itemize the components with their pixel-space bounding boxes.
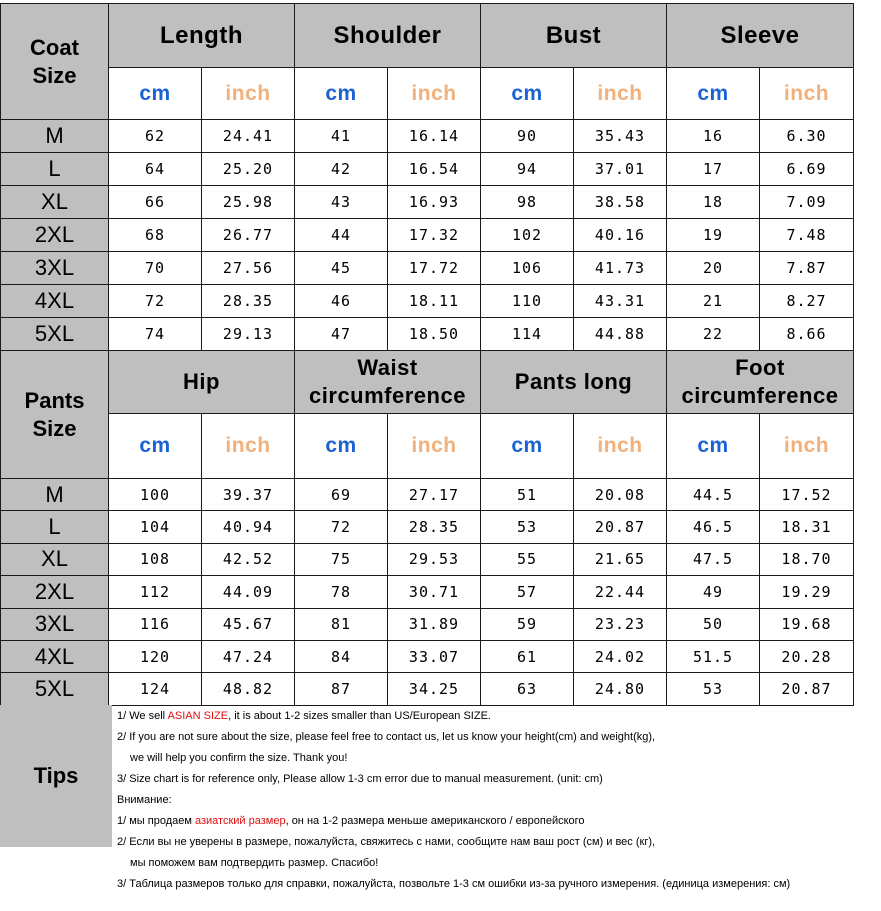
coat-unit-cm: cm — [666, 67, 760, 120]
pants-table-cell: 24.80 — [573, 672, 667, 705]
tip-line-6: 1/ мы продаем азиатский размер, он на 1-2 размера меньше американского / европейского — [117, 815, 585, 827]
coat-table-cell: 72 — [108, 284, 202, 318]
coat-header-0: Length — [108, 3, 295, 68]
coat-size-label: L — [0, 152, 109, 186]
pants-header-1-line2: circumference — [309, 383, 466, 408]
pants-table-cell: 34.25 — [387, 672, 481, 705]
coat-table-cell: 22 — [666, 317, 760, 351]
pants-table-cell: 21.65 — [573, 543, 667, 576]
coat-unit-cm: cm — [480, 67, 574, 120]
tip-line-4: 3/ Size chart is for reference only, Please allow 1-3 cm error due to manual measurement. (unit: cm) — [117, 773, 603, 785]
coat-table-cell: 25.98 — [201, 185, 295, 219]
pants-table-cell: 55 — [480, 543, 574, 576]
coat-table-cell: 35.43 — [573, 119, 667, 153]
pants-table-cell: 23.23 — [573, 608, 667, 641]
asian-size-highlight-ru: азиатский размер — [194, 815, 286, 827]
pants-size-label: 4XL — [0, 640, 109, 673]
asian-size-highlight: ASIAN SIZE — [167, 710, 229, 722]
pants-table-cell: 45.67 — [201, 608, 295, 641]
coat-table-cell: 29.13 — [201, 317, 295, 351]
pants-size-label: 5XL — [0, 672, 109, 705]
pants-header-0 — [108, 350, 295, 414]
coat-table-cell: 64 — [108, 152, 202, 186]
coat-table-cell: 45 — [294, 251, 388, 285]
coat-size-label: 3XL — [0, 251, 109, 285]
pants-table-cell: 120 — [108, 640, 202, 673]
coat-size-label-line2: Size — [32, 62, 77, 88]
coat-size-label: 5XL — [0, 317, 109, 351]
pants-table-cell: 61 — [480, 640, 574, 673]
pants-table-cell: 51 — [480, 478, 574, 511]
pants-table-cell: 18.31 — [759, 510, 854, 543]
pants-size-label: 2XL — [0, 575, 109, 608]
pants-table-cell: 112 — [108, 575, 202, 608]
pants-table-cell: 29.53 — [387, 543, 481, 576]
coat-table-cell: 7.48 — [759, 218, 854, 252]
coat-table-cell: 16 — [666, 119, 760, 153]
pants-table-cell: 17.52 — [759, 478, 854, 511]
coat-table-cell: 20 — [666, 251, 760, 285]
pants-header-1 — [294, 350, 481, 414]
tip-line-7: 2/ Если вы не уверены в размере, пожалуйста, свяжитесь с нами, сообщите нам ваш рост (см) и вес (кг), — [117, 836, 656, 848]
pants-table-cell: 19.29 — [759, 575, 854, 608]
tip-line-5: Внимание: — [117, 794, 172, 806]
coat-table-cell: 38.58 — [573, 185, 667, 219]
tip-line-9: 3/ Таблица размеров только для справки, пожалуйста, позвольте 1-3 см ошибки из-за ручного измерения. (единица измерения: см) — [117, 878, 791, 890]
pants-table-cell: 72 — [294, 510, 388, 543]
coat-table-cell: 70 — [108, 251, 202, 285]
pants-table-cell: 53 — [666, 672, 760, 705]
coat-table-cell: 25.20 — [201, 152, 295, 186]
coat-table-cell: 90 — [480, 119, 574, 153]
pants-table-cell: 44.5 — [666, 478, 760, 511]
tips-text — [117, 706, 877, 895]
pants-header-0-line1: Hip — [183, 369, 220, 394]
coat-table-cell: 94 — [480, 152, 574, 186]
pants-table-cell: 22.44 — [573, 575, 667, 608]
coat-table-cell: 6.69 — [759, 152, 854, 186]
coat-table-cell: 98 — [480, 185, 574, 219]
pants-table-cell: 18.70 — [759, 543, 854, 576]
coat-size-label: XL — [0, 185, 109, 219]
pants-table-cell: 81 — [294, 608, 388, 641]
coat-table-cell: 26.77 — [201, 218, 295, 252]
coat-table-cell: 17 — [666, 152, 760, 186]
pants-table-cell: 50 — [666, 608, 760, 641]
pants-table-cell: 57 — [480, 575, 574, 608]
pants-unit-cm: cm — [480, 413, 574, 479]
pants-table-cell: 47.5 — [666, 543, 760, 576]
pants-unit-cm: cm — [108, 413, 202, 479]
coat-table-cell: 46 — [294, 284, 388, 318]
pants-size-label: 3XL — [0, 608, 109, 641]
pants-table-cell: 69 — [294, 478, 388, 511]
pants-table-cell: 47.24 — [201, 640, 295, 673]
coat-table-cell: 18.11 — [387, 284, 481, 318]
coat-header-2: Bust — [480, 3, 667, 68]
coat-table-cell: 110 — [480, 284, 574, 318]
coat-table-cell: 17.32 — [387, 218, 481, 252]
coat-table-cell: 41 — [294, 119, 388, 153]
coat-unit-cm: cm — [294, 67, 388, 120]
coat-size-label-line1: Coat — [30, 34, 79, 60]
pants-table-cell: 49 — [666, 575, 760, 608]
pants-table-cell: 20.87 — [759, 672, 854, 705]
pants-table-cell: 20.87 — [573, 510, 667, 543]
pants-table-cell: 63 — [480, 672, 574, 705]
pants-header-1-line1: Waist — [357, 355, 418, 380]
coat-table-cell: 62 — [108, 119, 202, 153]
pants-header-3-line2: circumference — [681, 383, 839, 408]
pants-size-label: L — [0, 510, 109, 543]
pants-header-2 — [480, 350, 667, 414]
coat-size-label: 2XL — [0, 218, 109, 252]
pants-table-cell: 33.07 — [387, 640, 481, 673]
pants-size-label-line1: Pants — [24, 387, 85, 413]
coat-table-cell: 37.01 — [573, 152, 667, 186]
coat-table-cell: 6.30 — [759, 119, 854, 153]
pants-unit-cm: cm — [294, 413, 388, 479]
coat-table-cell: 16.14 — [387, 119, 481, 153]
tip-line-2: 2/ If you are not sure about the size, please feel free to contact us, let us know your height(cm) and weight(kg), — [117, 731, 656, 743]
coat-size-label: M — [0, 119, 109, 153]
tips-label-text: Tips — [33, 763, 79, 788]
pants-table-cell: 116 — [108, 608, 202, 641]
pants-size-label-line2: Size — [32, 415, 77, 441]
pants-table-cell: 20.28 — [759, 640, 854, 673]
coat-table-cell: 114 — [480, 317, 574, 351]
pants-table-cell: 30.71 — [387, 575, 481, 608]
pants-table-cell: 42.52 — [201, 543, 295, 576]
tip-line-3: we will help you confirm the size. Thank you! — [130, 752, 348, 764]
coat-header-1: Shoulder — [294, 3, 481, 68]
pants-unit-inch: inch — [387, 413, 481, 479]
pants-table-cell: 44.09 — [201, 575, 295, 608]
coat-table-cell: 27.56 — [201, 251, 295, 285]
coat-table-cell: 7.87 — [759, 251, 854, 285]
pants-size-label: M — [0, 478, 109, 511]
coat-table-cell: 68 — [108, 218, 202, 252]
pants-unit-inch: inch — [759, 413, 854, 479]
coat-table-cell: 28.35 — [201, 284, 295, 318]
pants-table-cell: 75 — [294, 543, 388, 576]
coat-table-cell: 102 — [480, 218, 574, 252]
pants-header-3-line1: Foot — [735, 355, 785, 380]
coat-table-cell: 106 — [480, 251, 574, 285]
coat-unit-inch: inch — [759, 67, 854, 120]
pants-table-cell: 78 — [294, 575, 388, 608]
pants-table-cell: 108 — [108, 543, 202, 576]
pants-table-cell: 104 — [108, 510, 202, 543]
coat-table-cell: 18 — [666, 185, 760, 219]
coat-table-cell: 43 — [294, 185, 388, 219]
coat-table-cell: 41.73 — [573, 251, 667, 285]
coat-table-cell: 40.16 — [573, 218, 667, 252]
pants-table-cell: 19.68 — [759, 608, 854, 641]
pants-table-cell: 40.94 — [201, 510, 295, 543]
pants-table-cell: 46.5 — [666, 510, 760, 543]
coat-table-cell: 24.41 — [201, 119, 295, 153]
coat-table-cell: 17.72 — [387, 251, 481, 285]
coat-table-cell: 18.50 — [387, 317, 481, 351]
pants-unit-inch: inch — [201, 413, 295, 479]
coat-unit-inch: inch — [573, 67, 667, 120]
pants-table-cell: 28.35 — [387, 510, 481, 543]
tip-line-8: мы поможем вам подтвердить размер. Спасибо! — [130, 857, 379, 869]
pants-table-cell: 48.82 — [201, 672, 295, 705]
pants-header-2-line1: Pants long — [514, 369, 633, 394]
coat-unit-inch: inch — [201, 67, 295, 120]
coat-table-cell: 7.09 — [759, 185, 854, 219]
pants-table-cell: 87 — [294, 672, 388, 705]
coat-table-cell: 16.54 — [387, 152, 481, 186]
tip-line-1: 1/ We sell ASIAN SIZE, it is about 1-2 sizes smaller than US/European SIZE. — [117, 710, 491, 722]
pants-unit-cm: cm — [666, 413, 760, 479]
pants-table-cell: 100 — [108, 478, 202, 511]
pants-table-cell: 31.89 — [387, 608, 481, 641]
coat-size-label: 4XL — [0, 284, 109, 318]
pants-table-cell: 39.37 — [201, 478, 295, 511]
coat-table-cell: 16.93 — [387, 185, 481, 219]
coat-table-cell: 74 — [108, 317, 202, 351]
coat-size-label — [0, 3, 109, 120]
tips-label — [0, 705, 112, 847]
pants-table-cell: 59 — [480, 608, 574, 641]
coat-table-cell: 19 — [666, 218, 760, 252]
pants-table-cell: 53 — [480, 510, 574, 543]
coat-table-cell: 21 — [666, 284, 760, 318]
pants-table-cell: 24.02 — [573, 640, 667, 673]
coat-header-3: Sleeve — [666, 3, 854, 68]
coat-unit-inch: inch — [387, 67, 481, 120]
pants-table-cell: 124 — [108, 672, 202, 705]
coat-table-cell: 66 — [108, 185, 202, 219]
pants-header-3 — [666, 350, 854, 414]
pants-unit-inch: inch — [573, 413, 667, 479]
coat-table-cell: 44 — [294, 218, 388, 252]
coat-table-cell: 43.31 — [573, 284, 667, 318]
pants-size-label — [0, 350, 109, 479]
coat-table-cell: 8.27 — [759, 284, 854, 318]
pants-table-cell: 51.5 — [666, 640, 760, 673]
coat-table-cell: 42 — [294, 152, 388, 186]
pants-table-cell: 20.08 — [573, 478, 667, 511]
pants-size-label: XL — [0, 543, 109, 576]
coat-table-cell: 44.88 — [573, 317, 667, 351]
pants-table-cell: 84 — [294, 640, 388, 673]
coat-table-cell: 8.66 — [759, 317, 854, 351]
pants-table-cell: 27.17 — [387, 478, 481, 511]
coat-unit-cm: cm — [108, 67, 202, 120]
coat-table-cell: 47 — [294, 317, 388, 351]
